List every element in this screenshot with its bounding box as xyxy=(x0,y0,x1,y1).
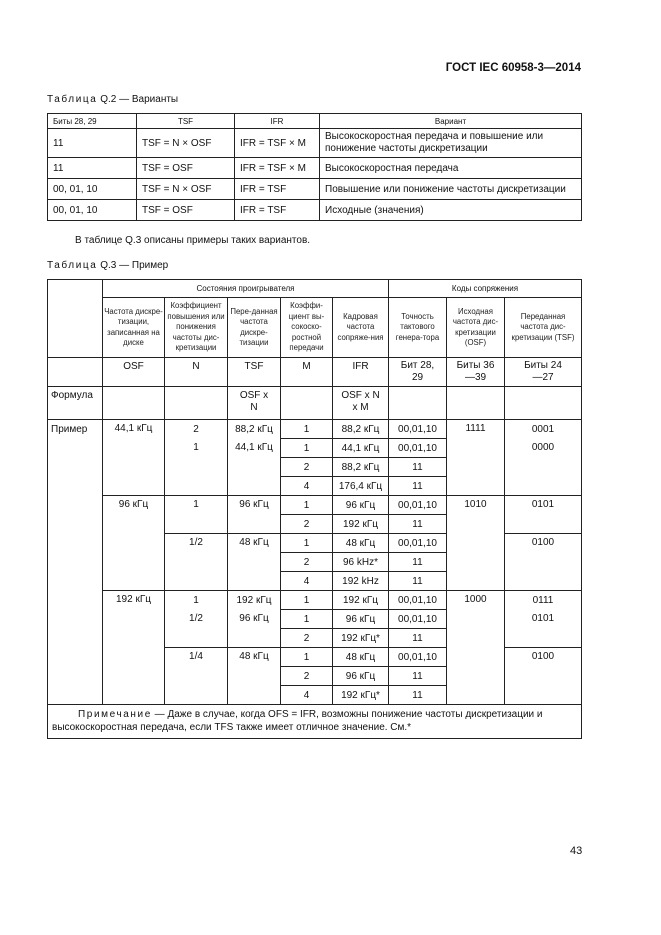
table-cell: 11 xyxy=(389,477,447,496)
table-cell: 0100 xyxy=(505,534,582,591)
symbol-cell xyxy=(389,358,447,387)
table-cell: 192 кГц xyxy=(333,591,389,610)
column-header: Исходная частота дис-кретизации (OSF) xyxy=(447,298,505,358)
symbol-text: Бит 28, 29 xyxy=(400,360,435,383)
osf-code: 1000 xyxy=(447,591,505,705)
formula-tsf xyxy=(228,387,281,420)
symbol-cell: M xyxy=(281,358,333,387)
table-cell: 00, 01, 10 xyxy=(48,200,137,221)
osf-code: 1111 xyxy=(447,420,505,496)
table-cell: 1/2 xyxy=(165,534,228,591)
table-header-row xyxy=(48,298,582,358)
column-header: Коэффициент повышения или понижения частоты дис-кретизации xyxy=(165,298,228,358)
table-cell: 48 кГц xyxy=(228,534,281,591)
table-cell: 00,01,10 xyxy=(389,648,447,667)
osf-cell: 44,1 кГц xyxy=(103,420,165,496)
note-text: — Даже в случае, когда OFS = IFR, возможны понижение частоты дискретизации и высокоскоростная передача, если TFS также имеет отличное значение. См.* xyxy=(52,709,543,733)
group-header-player: Состояния проигрывателя xyxy=(103,280,389,298)
table-cell: 1 xyxy=(165,591,228,610)
table-row xyxy=(48,179,582,200)
table-cell: 4 xyxy=(281,686,333,705)
column-header: Биты 28, 29 xyxy=(48,114,137,129)
table-cell: 00,01,10 xyxy=(389,591,447,610)
caption-text: Q.3 — Пример xyxy=(100,260,169,271)
table-cell: IFR = TSF × M xyxy=(235,129,320,158)
table-cell: 176,4 кГц xyxy=(333,477,389,496)
column-header: Частота дискре-тизации, записанная на диске xyxy=(103,298,165,358)
caption-label: Таблица xyxy=(47,94,98,105)
table-cell: 1/2 xyxy=(165,610,228,648)
table-q2 xyxy=(47,113,582,221)
table-header-row xyxy=(48,114,582,129)
paragraph: В таблице Q.3 описаны примеры таких вариантов. xyxy=(75,235,311,246)
table-cell: IFR = TSF xyxy=(235,200,320,221)
table-cell: 192 кГц xyxy=(333,515,389,534)
table-cell: 192 кГц* xyxy=(333,629,389,648)
formula-row xyxy=(48,387,582,420)
table-cell: 11 xyxy=(389,686,447,705)
symbol-cell: IFR xyxy=(333,358,389,387)
table-cell: 11 xyxy=(48,129,137,158)
table-cell xyxy=(505,387,582,420)
table-cell: 2 xyxy=(165,420,228,439)
table-cell: 48 кГц xyxy=(333,534,389,553)
table-cell: 96 kHz* xyxy=(333,553,389,572)
table-cell: 1 xyxy=(281,610,333,629)
table-cell: 11 xyxy=(48,158,137,179)
table-cell: 1/4 xyxy=(165,648,228,705)
table-cell: Высокоскоростная передача и повышение или понижение частоты дискретизации xyxy=(320,129,582,158)
column-header: IFR xyxy=(235,114,320,129)
table-row xyxy=(48,129,582,158)
table-cell xyxy=(48,358,103,387)
column-header: Точность тактового генера-тора xyxy=(389,298,447,358)
table-cell: 2 xyxy=(281,629,333,648)
row-label: Формула xyxy=(48,387,103,420)
table-cell: TSF = N × OSF xyxy=(137,179,235,200)
table-cell xyxy=(48,280,103,358)
table-cell: 2 xyxy=(281,458,333,477)
table-cell: 192 кГц* xyxy=(333,686,389,705)
table-cell: 0101 xyxy=(505,610,582,648)
table-cell: 1 xyxy=(165,496,228,534)
note-row xyxy=(48,705,582,739)
group-header-codes: Коды сопряжения xyxy=(389,280,582,298)
table-cell: 2 xyxy=(281,515,333,534)
table-cell: 00,01,10 xyxy=(389,420,447,439)
table-row xyxy=(48,420,582,439)
table-cell: 0101 xyxy=(505,496,582,534)
table-cell: 44,1 кГц xyxy=(228,439,281,496)
osf-cell: 192 кГц xyxy=(103,591,165,705)
table-cell: 11 xyxy=(389,515,447,534)
formula-text: OSF x N xyxy=(239,390,269,413)
table-cell: 11 xyxy=(389,458,447,477)
table-cell: Повышение или понижение частоты дискретизации xyxy=(320,179,582,200)
table-cell: 88,2 кГц xyxy=(228,420,281,439)
table-header-row xyxy=(48,280,582,298)
table-cell: 1 xyxy=(281,439,333,458)
formula-ifr xyxy=(333,387,389,420)
table-cell: 96 кГц xyxy=(228,610,281,648)
table-cell: 00,01,10 xyxy=(389,496,447,515)
table-cell: 88,2 кГц xyxy=(333,458,389,477)
table-cell: 11 xyxy=(389,572,447,591)
table-cell: 1 xyxy=(281,420,333,439)
table-cell: IFR = TSF xyxy=(235,179,320,200)
table-cell: 1 xyxy=(281,648,333,667)
table-cell: 1 xyxy=(281,496,333,515)
table-cell xyxy=(281,387,333,420)
table-cell: TSF = OSF xyxy=(137,200,235,221)
symbol-text: Биты 24—27 xyxy=(524,360,562,383)
table-cell: 1 xyxy=(165,439,228,496)
symbol-cell: OSF xyxy=(103,358,165,387)
column-header: Кадровая частота сопряже-ния xyxy=(333,298,389,358)
column-header: Пере-данная частота дискре-тизации xyxy=(228,298,281,358)
table-cell xyxy=(165,387,228,420)
column-header: Коэффи-циент вы-сокоско-ростной передачи xyxy=(281,298,333,358)
table-cell: IFR = TSF × M xyxy=(235,158,320,179)
table-cell: TSF = N × OSF xyxy=(137,129,235,158)
table-cell: 96 кГц xyxy=(333,667,389,686)
table-cell: 192 кГц xyxy=(228,591,281,610)
caption-text: Q.2 — Варианты xyxy=(100,94,179,105)
table-cell: TSF = OSF xyxy=(137,158,235,179)
table-cell: 0100 xyxy=(505,648,582,705)
table-q3-caption xyxy=(47,260,168,271)
table-cell: 48 кГц xyxy=(333,648,389,667)
symbol-row xyxy=(48,358,582,387)
table-cell: 4 xyxy=(281,572,333,591)
table-cell xyxy=(103,387,165,420)
table-cell: 00,01,10 xyxy=(389,439,447,458)
symbol-text: Биты 36—39 xyxy=(456,360,495,383)
table-row xyxy=(48,496,582,515)
page-number: 43 xyxy=(570,845,583,857)
caption-label: Таблица xyxy=(47,260,98,271)
table-cell: 1 xyxy=(281,591,333,610)
table-cell: 11 xyxy=(389,667,447,686)
table-cell: 00, 01, 10 xyxy=(48,179,137,200)
table-cell: 0001 xyxy=(505,420,582,439)
row-label: Пример xyxy=(48,420,103,705)
table-cell: 96 кГц xyxy=(333,610,389,629)
symbol-cell xyxy=(505,358,582,387)
table-cell: 0000 xyxy=(505,439,582,496)
column-header: TSF xyxy=(137,114,235,129)
table-cell: 11 xyxy=(389,553,447,572)
table-cell xyxy=(389,387,447,420)
table-row xyxy=(48,591,582,610)
table-cell: 2 xyxy=(281,667,333,686)
table-q3 xyxy=(47,279,582,739)
osf-code: 1010 xyxy=(447,496,505,591)
table-cell: 44,1 кГц xyxy=(333,439,389,458)
table-row xyxy=(48,158,582,179)
table-cell: 96 кГц xyxy=(228,496,281,534)
symbol-cell: TSF xyxy=(228,358,281,387)
table-cell: 0111 xyxy=(505,591,582,610)
table-cell: 48 кГц xyxy=(228,648,281,705)
table-cell: 00,01,10 xyxy=(389,610,447,629)
table-cell: 1 xyxy=(281,534,333,553)
table-cell: 11 xyxy=(389,629,447,648)
formula-text: OSF x N x M xyxy=(341,390,380,413)
table-q2-caption xyxy=(47,94,178,105)
note-label: Примечание xyxy=(78,709,152,720)
symbol-cell: N xyxy=(165,358,228,387)
table-cell: 00,01,10 xyxy=(389,534,447,553)
document-header: ГОСТ IEC 60958-3—2014 xyxy=(445,62,581,74)
table-cell xyxy=(447,387,505,420)
table-row xyxy=(48,200,582,221)
table-cell: 96 кГц xyxy=(333,496,389,515)
column-header: Переданная частота дис-кретизации (TSF) xyxy=(505,298,582,358)
column-header: Вариант xyxy=(320,114,582,129)
table-cell: 192 kHz xyxy=(333,572,389,591)
symbol-cell xyxy=(447,358,505,387)
note-cell xyxy=(48,705,582,739)
table-cell: 88,2 кГц xyxy=(333,420,389,439)
table-cell: 4 xyxy=(281,477,333,496)
osf-cell: 96 кГц xyxy=(103,496,165,591)
table-cell: Высокоскоростная передача xyxy=(320,158,582,179)
table-cell: Исходные (значения) xyxy=(320,200,582,221)
table-cell: 2 xyxy=(281,553,333,572)
